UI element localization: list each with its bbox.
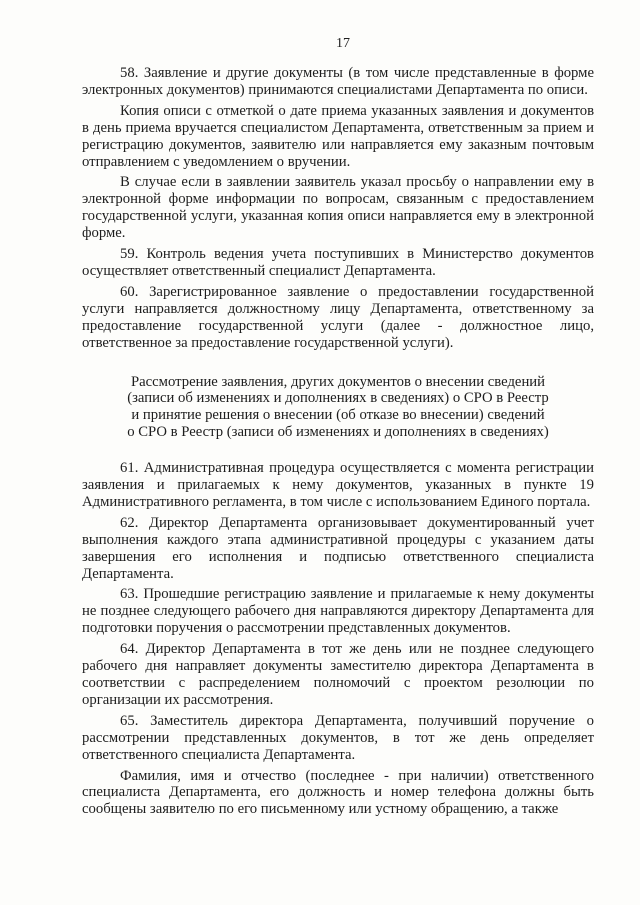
bottom-section: [82, 460, 594, 818]
paragraph-61: 61. Административная процедура осуществляется с момента регистрации заявления и прилагаемых к нему документов, указанных в пункте 19 Административного регламента, в том числе с использованием Единого портала.: [82, 460, 594, 510]
section-heading: [82, 374, 594, 442]
section-heading-line-3: и принятие решения о внесении (об отказе во внесении) сведений: [131, 407, 545, 424]
paragraph-64: 64. Директор Департамента в тот же день или не позднее следующего рабочего дня направляет документы заместителю директора Департамента в соответствии с распределением полномочий с проектом резолюции по организации их рассмотрения.: [82, 641, 594, 708]
section-heading-line-2: (записи об изменениях и дополнениях в сведениях) о СРО в Реестр: [127, 390, 549, 407]
paragraph-specialist-details: Фамилия, имя и отчество (последнее - при наличии) ответственного специалиста Департамента, его должность и номер телефона должны быть сообщены заявителю по его письменному или устному обращению, а также: [82, 767, 594, 818]
paragraph-65: 65. Заместитель директора Департамента, получивший поручение о рассмотрении представленных документов, в тот же день определяет ответственного специалиста Департамента.: [82, 712, 594, 763]
section-heading-line-4: о СРО в Реестр (записи об изменениях и дополнениях в сведениях): [127, 424, 549, 441]
top-section: [82, 65, 594, 352]
paragraph-58: 58. Заявление и другие документы (в том числе представленные в форме электронных документов) принимаются специалистами Департамента по описи.: [82, 65, 594, 98]
paragraph-copy-of-inventory: Копия описи с отметкой о дате приема указанных заявления и документов в день приема вручается специалистом Департамента, ответственным за прием и регистрацию документов, заявителю или направляется ему заказным почтовым отправлением с уведомлением о вручении.: [82, 102, 594, 170]
paragraph-electronic-copy: В случае если в заявлении заявитель указал просьбу о направлении ему в электронной форме информации по вопросам, связанным с предоставлением государственной услуги, указанная копия описи направляется ему в электронной форме.: [82, 174, 594, 242]
paragraph-63: 63. Прошедшие регистрацию заявление и прилагаемые к нему документы не позднее следующего рабочего дня направляются директору Департамента для подготовки поручения о рассмотрении представленных документов.: [82, 586, 594, 637]
paragraph-62: 62. Директор Департамента организовывает документированный учет выполнения каждого этапа административной процедуры с указанием даты завершения его исполнения и подписью ответственного специалиста Департамента.: [82, 514, 594, 582]
page-number: 17: [336, 36, 350, 51]
paragraph-59: 59. Контроль ведения учета поступивших в Министерство документов осуществляет ответственный специалист Департамента.: [82, 246, 594, 279]
section-heading-line-1: Рассмотрение заявления, других документов о внесении сведений: [130, 373, 546, 390]
paragraph-60: 60. Зарегистрированное заявление о предоставлении государственной услуги направляется должностному лицу Департамента, ответственному за предоставление государственной услуги (далее - должностное лицо, ответственное за предоставление государственной услуги).: [82, 283, 594, 351]
